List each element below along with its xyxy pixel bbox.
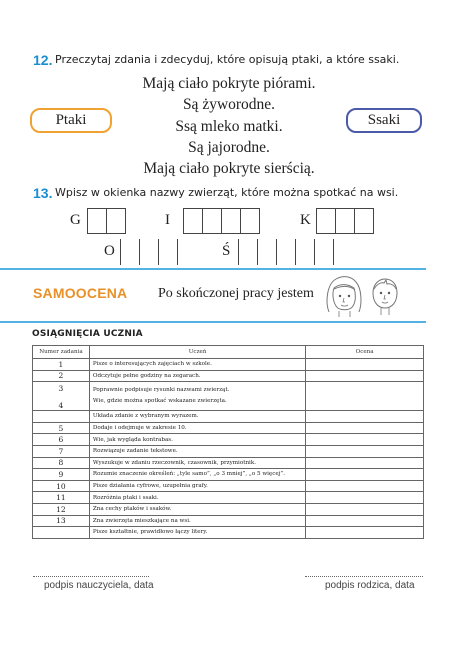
sentence-item[interactable]: Mają ciało pokryte sierścią. (143, 160, 315, 178)
sentence-item[interactable]: Są żyworodne. (182, 96, 276, 114)
letter-box[interactable] (183, 208, 203, 234)
column-header-task-number: Numer zadania (33, 346, 90, 359)
task-number-cell: 8 (33, 457, 90, 469)
sentence-list (100, 73, 358, 179)
skill-cell: Wie, jak wygląda kontrabas. (89, 434, 305, 446)
grade-cell[interactable] (306, 527, 424, 539)
task-13-number: 13. (33, 185, 53, 201)
skill-text: Poprawnie podpisuje rysunki nazwami zwierząt. (92, 386, 230, 393)
grade-cell[interactable] (306, 434, 424, 446)
skill-cell: Pisze o interesujących zajęciach w szkole. (89, 359, 305, 371)
table-row (33, 434, 424, 446)
letter-box[interactable] (314, 239, 334, 265)
grade-cell[interactable] (306, 359, 424, 371)
table-row (33, 370, 424, 382)
table-row (33, 469, 424, 481)
grade-cell[interactable] (306, 469, 424, 481)
skill-cell: Rozumie znaczenie określeń: „tyle samo”, „o 3 mniej”, „o 5 więcej”. (89, 469, 305, 481)
letter-box[interactable] (238, 239, 258, 265)
task-13-instruction: Wpisz w okienka nazwy zwierząt, które można spotkać na wsi. (55, 186, 399, 199)
grade-cell[interactable] (306, 480, 424, 492)
samoocena-text: Po skończonej pracy jestem (158, 286, 314, 301)
parent-signature-label: podpis rodzica, data (325, 580, 415, 591)
table-row (33, 527, 424, 539)
letter-box[interactable] (276, 239, 296, 265)
skill-cell: Rozróżnia ptaki i ssaki. (89, 492, 305, 504)
letter-s-acute: Ś (222, 243, 231, 259)
column-header-grade: Ocena (306, 346, 424, 359)
word-boxes-i (183, 208, 260, 234)
letter-box[interactable] (354, 208, 374, 234)
teacher-signature-label: podpis nauczyciela, data (44, 580, 154, 591)
table-row (33, 492, 424, 504)
skill-cell: Pisze kształtnie, prawidłowo łączy litery. (89, 527, 305, 539)
boy-face-icon[interactable] (368, 276, 402, 318)
task-number-cell: 12 (33, 503, 90, 515)
sentence-item[interactable]: Mają ciało pokryte piórami. (142, 75, 316, 92)
skill-text: Wie, gdzie można spotkać wskazane zwierzęta. (92, 398, 227, 405)
letter-box[interactable] (240, 208, 260, 234)
task-number-cell: 11 (33, 492, 90, 504)
task-number-cell: 7 (33, 445, 90, 457)
grade-cell[interactable] (306, 515, 424, 527)
word-boxes-g (87, 208, 126, 234)
table-row (33, 359, 424, 371)
table-row (33, 445, 424, 457)
letter-k: K (300, 212, 311, 228)
sentence-item[interactable]: Są jajorodne. (188, 138, 270, 156)
parent-signature-line[interactable] (305, 576, 423, 577)
table-row (33, 515, 424, 527)
letter-g: G (70, 212, 81, 228)
table-row (33, 480, 424, 492)
letter-box[interactable] (221, 208, 241, 234)
sentence-item[interactable]: Ssą mleko matki. (175, 117, 283, 135)
achievements-table (32, 345, 424, 539)
grade-cell[interactable] (306, 503, 424, 515)
letter-box[interactable] (106, 208, 126, 234)
task-12-number: 12. (33, 52, 53, 68)
grade-cell[interactable] (306, 445, 424, 457)
task-number-cell: 6 (33, 434, 90, 446)
task-number-cell (33, 527, 90, 539)
task-number-cell (33, 411, 90, 423)
task-number-cell: 2 (33, 370, 90, 382)
table-row (33, 457, 424, 469)
table-row (33, 411, 424, 423)
letter-box[interactable] (316, 208, 336, 234)
skill-cell: Pisze działania cyfrowe, uzupełnia grafy. (89, 480, 305, 492)
skill-cell: Wyszukuje w zdaniu rzeczownik, czasownik, przymiotnik. (89, 457, 305, 469)
word-boxes-k (316, 208, 374, 234)
letter-box[interactable] (295, 239, 315, 265)
samoocena-title: SAMOOCENA (33, 285, 128, 301)
skill-cell (89, 382, 305, 411)
grade-cell[interactable] (306, 382, 424, 411)
skill-cell: Odczytuje pełne godziny na zegarach. (89, 370, 305, 382)
letter-box[interactable] (120, 239, 140, 265)
grade-cell[interactable] (306, 422, 424, 434)
column-header-student: Uczeń (89, 346, 305, 359)
grade-cell[interactable] (306, 370, 424, 382)
table-row (33, 503, 424, 515)
skill-cell: Zna zwierzęta mieszkające na wsi. (89, 515, 305, 527)
grade-cell[interactable] (306, 492, 424, 504)
table-row (33, 422, 424, 434)
letter-box[interactable] (87, 208, 107, 234)
task-number: 4 (58, 401, 64, 411)
task-number-cell: 9 (33, 469, 90, 481)
skill-cell: Zna cechy ptaków i ssaków. (89, 503, 305, 515)
task-12-instruction: Przeczytaj zdania i zdecyduj, które opisują ptaki, a które ssaki. (55, 53, 400, 66)
task-number-cell: 5 (33, 422, 90, 434)
letter-box[interactable] (202, 208, 222, 234)
section-divider-bottom (0, 321, 426, 323)
letter-i: I (165, 212, 170, 228)
task-number: 3 (58, 384, 64, 394)
table-row (33, 382, 424, 411)
letter-box[interactable] (158, 239, 178, 265)
skill-cell: Dodaje i odejmuje w zakresie 10. (89, 422, 305, 434)
birds-category-box[interactable]: Ptaki (30, 108, 112, 133)
task-number-cell: 10 (33, 480, 90, 492)
task-number-cell: 13 (33, 515, 90, 527)
word-boxes-o (120, 239, 185, 265)
girl-face-icon[interactable] (323, 274, 365, 320)
letter-box[interactable] (139, 239, 159, 265)
table-header-row (33, 346, 424, 359)
section-divider-top (0, 268, 426, 270)
letter-o: O (104, 243, 115, 259)
letter-box[interactable] (257, 239, 277, 265)
mammals-category-box[interactable]: Ssaki (346, 108, 422, 133)
word-boxes-s (238, 239, 341, 265)
teacher-signature-line[interactable] (33, 576, 149, 577)
grade-cell[interactable] (306, 457, 424, 469)
achievements-title: OSIĄGNIĘCIA UCZNIA (32, 329, 143, 339)
task-number-cell (33, 382, 90, 411)
task-number-cell: 1 (33, 359, 90, 371)
skill-cell: Układa zdanie z wybranym wyrazem. (89, 411, 305, 423)
letter-box[interactable] (177, 239, 185, 265)
skill-cell: Rozwiązuje zadanie tekstowe. (89, 445, 305, 457)
letter-box[interactable] (333, 239, 341, 265)
grade-cell[interactable] (306, 411, 424, 423)
letter-box[interactable] (335, 208, 355, 234)
